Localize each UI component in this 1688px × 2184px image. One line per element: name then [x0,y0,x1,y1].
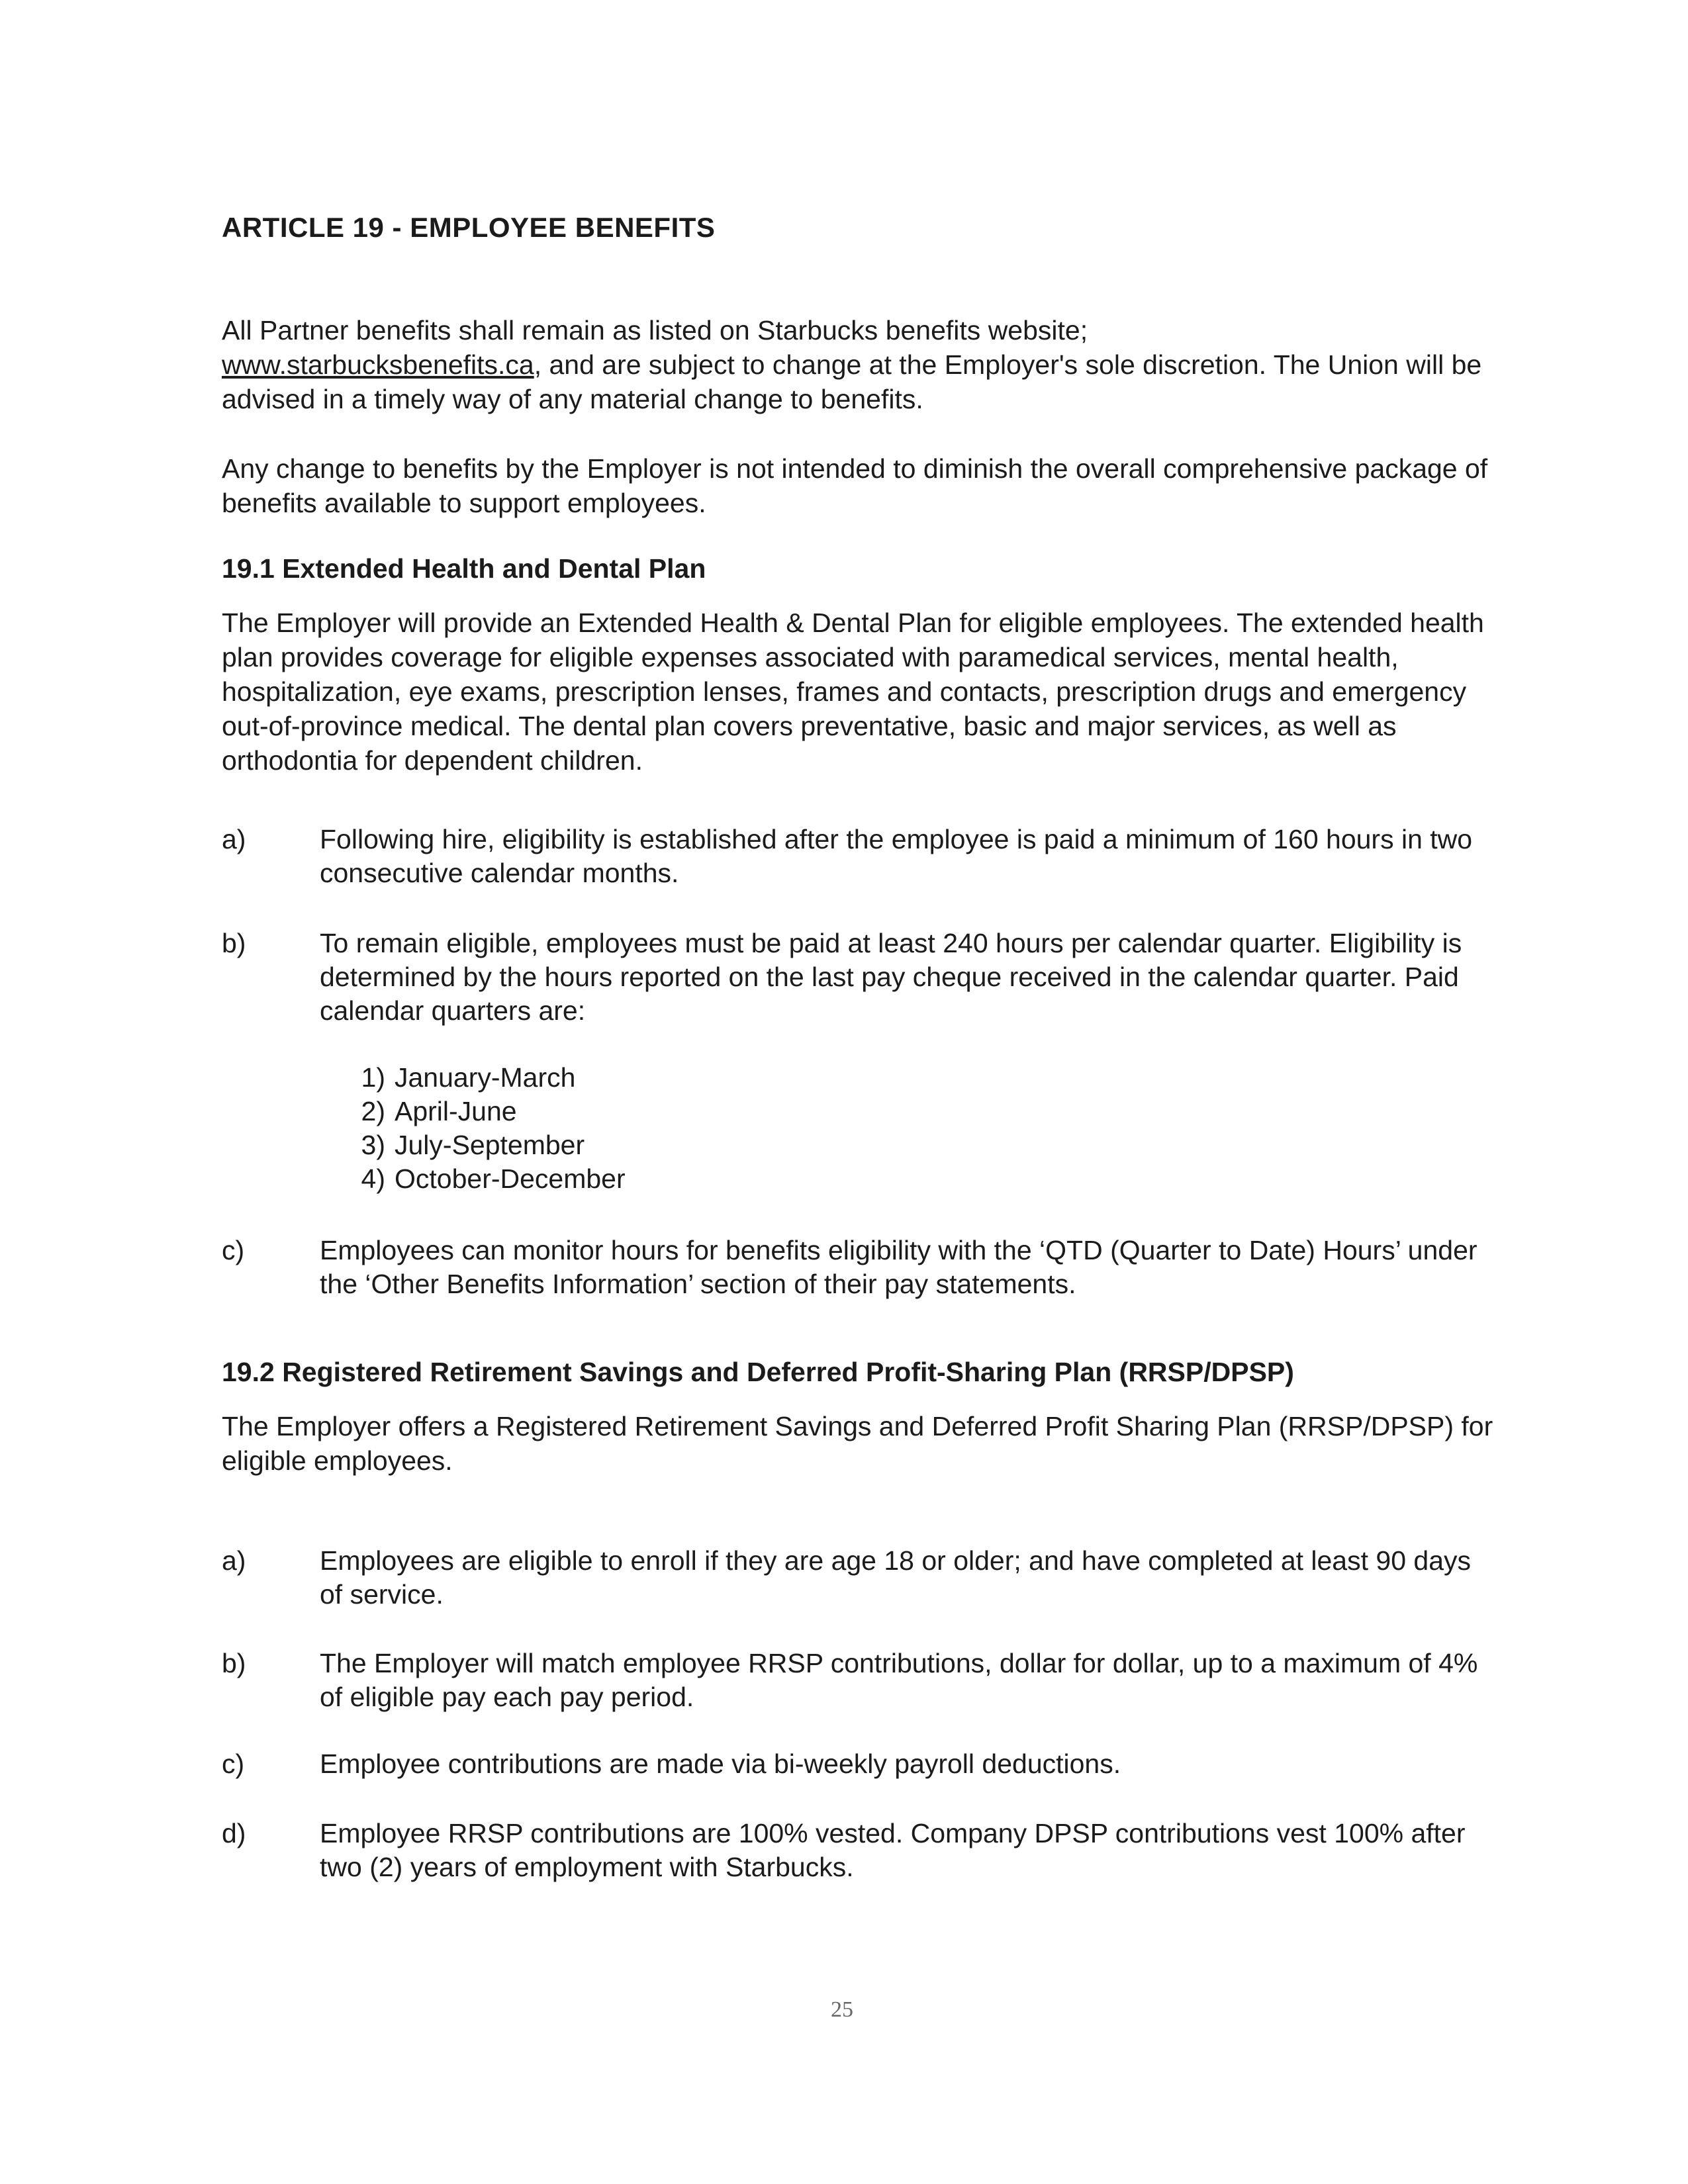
intro-paragraph [222,313,1499,416]
section-19-1-title: 19.1 Extended Health and Dental Plan [222,553,706,584]
section-19-2-body: The Employer offers a Registered Retirement Savings and Deferred Profit Sharing Plan (RRSP/DPSP) for eligible employees. [222,1411,1493,1476]
quarter-item [350,1162,626,1196]
list-item-text: Employee RRSP contributions are 100% vested. Company DPSP contributions vest 100% after two (2) years of employment with Starbucks. [320,1818,1466,1882]
quarter-number: 4) [361,1163,385,1194]
list-item-text: Following hire, eligibility is established after the employee is paid a minimum of 160 hours in two consecutive calendar months. [320,824,1473,888]
list-item-text: Employees are eligible to enroll if they are age 18 or older; and have completed at least 90 days of service. [320,1545,1471,1610]
list-item-text: The Employer will match employee RRSP contributions, dollar for dollar, up to a maximum of 4% of eligible pay each pay period. [320,1648,1478,1712]
list-item-text: Employee contributions are made via bi-weekly payroll deductions. [320,1749,1121,1779]
list-marker: c) [222,1235,245,1265]
list-marker: b) [222,928,246,958]
intro-line-2: , and are subject to change at the Employer's sole discretion. The Union will be advised in a timely way of any material change to benefits. [222,349,1482,414]
intro-line-1: All Partner benefits shall remain as listed on Starbucks benefits website; [222,315,1088,345]
list-marker: a) [222,824,246,854]
quarter-number: 1) [361,1062,385,1093]
list-marker: c) [222,1749,245,1779]
list-marker: d) [222,1818,246,1848]
list-marker: b) [222,1648,246,1678]
section-19-1-body: The Employer will provide an Extended Health & Dental Plan for eligible employees. The extended health plan provides coverage for eligible expenses associated with paramedical services, mental health, hospitalization, eye exams, prescription lenses, frames and contacts, prescription drugs and emergency out-of-province medical. The dental plan covers preventative, basic and major services, as well as orthodontia for dependent children. [222,608,1484,776]
quarter-number: 2) [361,1096,385,1126]
quarter-item [350,1061,575,1095]
benefits-website-link[interactable]: www.starbucksbenefits.ca [222,349,534,380]
page-number: 25 [831,1997,853,2022]
list-marker: a) [222,1545,246,1576]
quarter-label: January-March [395,1062,576,1093]
quarter-label: October-December [395,1163,626,1194]
list-item-text: To remain eligible, employees must be paid at least 240 hours per calendar quarter. Eligibility is determined by the hours reported on the last pay cheque received in the calendar quarter. Paid calendar quarters are: [320,928,1462,1026]
article-title: ARTICLE 19 - EMPLOYEE BENEFITS [222,212,716,243]
quarter-label: April-June [395,1096,517,1126]
section-19-2-title: 19.2 Registered Retirement Savings and Deferred Profit-Sharing Plan (RRSP/DPSP) [222,1357,1294,1387]
quarter-item [350,1095,517,1128]
quarter-label: July-September [395,1130,585,1160]
intro-paragraph-2: Any change to benefits by the Employer is not intended to diminish the overall comprehensive package of benefits available to support employees. [222,453,1488,518]
quarter-item [350,1128,585,1162]
quarter-number: 3) [361,1130,385,1160]
list-item-text: Employees can monitor hours for benefits eligibility with the ‘QTD (Quarter to Date) Hours’ under the ‘Other Benefits Information’ section of their pay statements. [320,1235,1477,1299]
